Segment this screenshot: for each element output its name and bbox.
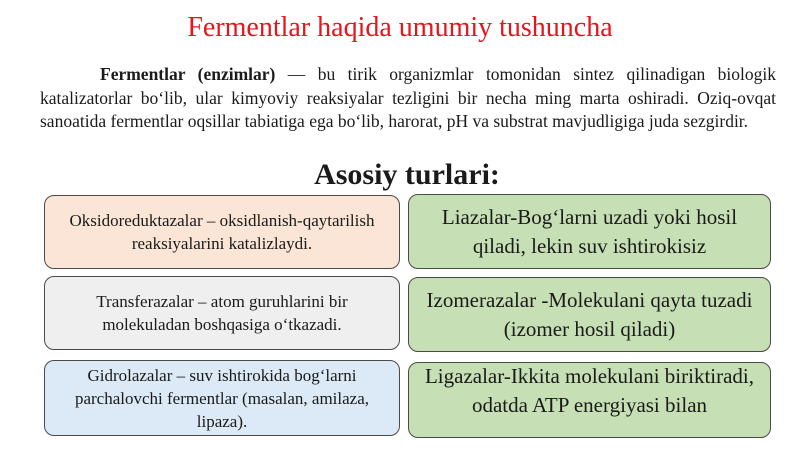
card-ligazalar (408, 362, 771, 438)
card-text: Izomerazalar -Molekulani qayta tuzadi (izomer hosil qiladi) (426, 287, 753, 341)
card-text: Liazalar-Bog‘larni uzadi yoki hosil qiladi, lekin suv ishtirokisiz (441, 204, 738, 258)
card-text: Ligazalar-Ikkita molekulani biriktiradi, odatda ATP energiyasi bilan (424, 364, 755, 417)
card-transferazalar (44, 276, 400, 350)
card-text: Gidrolazalar – suv ishtirokida bog‘larni parchalovchi fermentlar (masalan, amilaza, lipaza). (74, 365, 370, 431)
card-gidrolazalar (44, 360, 400, 436)
card-izomerazalar (408, 277, 771, 352)
intro-text: — bu tirik organizmlar tomonidan sintez qilinadigan biologik katalizatorlar bo‘lib, ular kimyoviy reaksiyalar tezligini bir necha ming marta oshiradi. Oziq-ovqat sanoatida fermentlar oqsillar tabiatiga ega bo‘lib, harorat, pH va substrat mavjudligiga juda sezgirdir. (40, 64, 776, 131)
card-text: Oksidoreduktazalar – oksidlanish-qaytarilish reaksiyalarini katalizlaydi. (69, 211, 375, 253)
card-text: Transferazalar – atom guruhlarini bir molekuladan boshqasiga o‘tkazadi. (96, 292, 348, 334)
page-title: Fermentlar haqida umumiy tushuncha (187, 12, 613, 43)
intro-term: Fermentlar (enzimlar) (100, 64, 276, 84)
card-oksidoreduktazalar (44, 195, 400, 269)
card-liazalar (408, 194, 771, 269)
intro-paragraph (40, 63, 776, 134)
section-heading: Asosiy turlari: (314, 158, 500, 191)
